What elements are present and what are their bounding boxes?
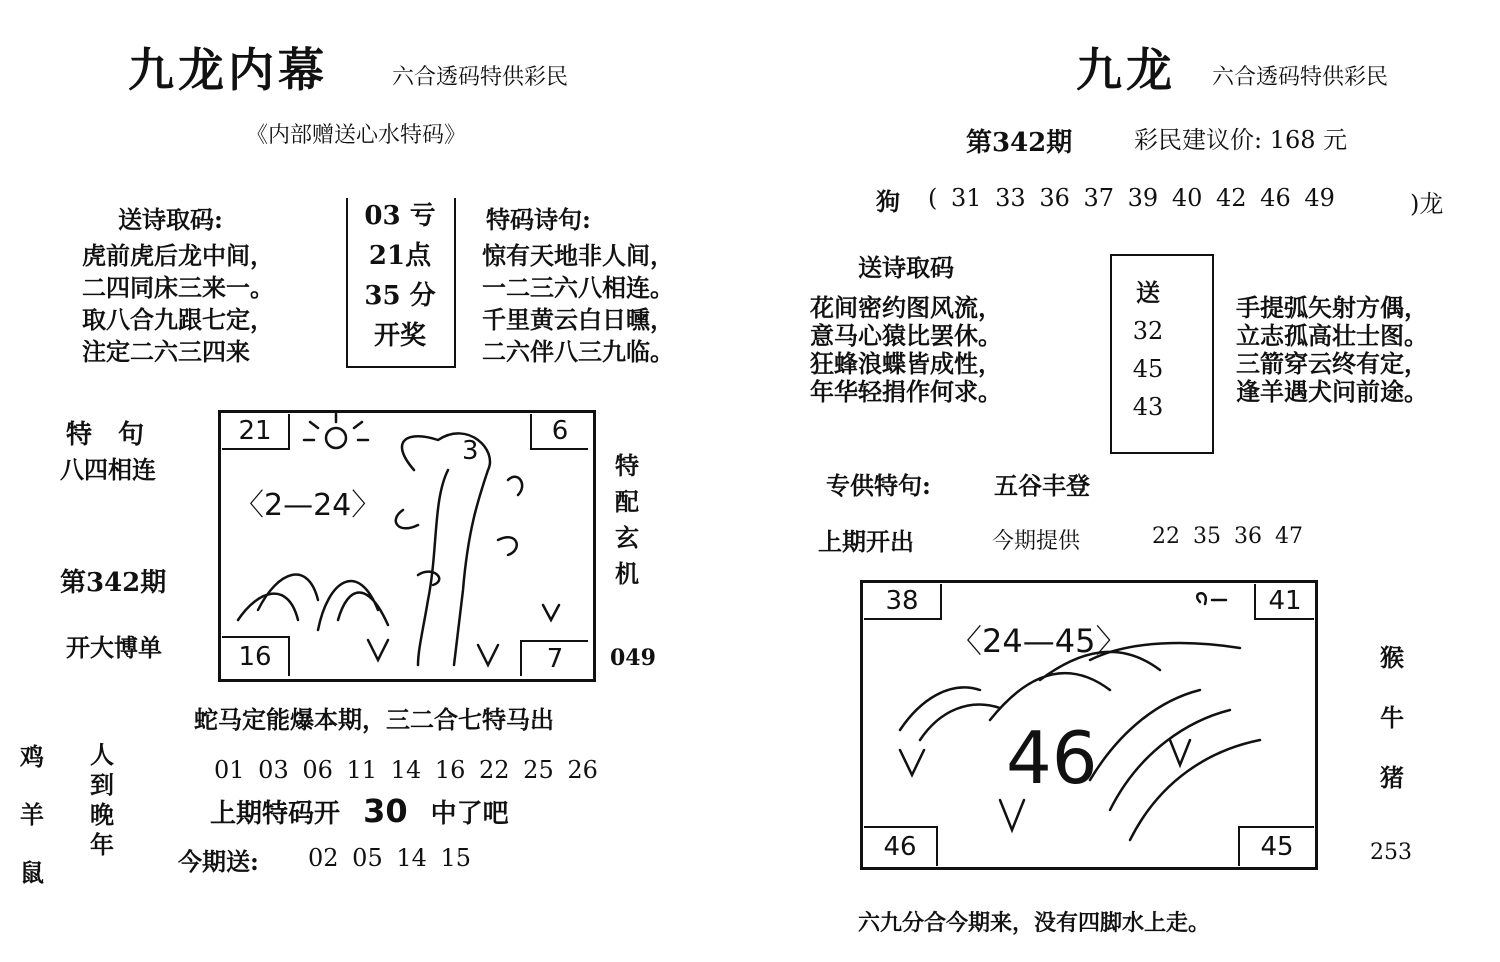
send-number: 43 <box>1132 393 1164 421</box>
time-line: 21点 <box>368 241 432 271</box>
left-quote: 《内部赠送心水特码》 <box>246 123 467 148</box>
time-line: 35 分 <box>364 281 436 311</box>
zodiac-char: 猴 <box>1380 643 1404 672</box>
corner-bottom-right: 45 <box>1238 826 1314 866</box>
zodiac-char: 羊 <box>20 800 44 829</box>
side-zodiac-column <box>1380 628 1404 808</box>
range-note: 〈2—24〉 <box>234 488 382 523</box>
zodiac-char: 猪 <box>1380 763 1404 792</box>
right-title: 九龙 <box>1076 43 1176 97</box>
poem-line: 逢羊遇犬问前途。 <box>1236 377 1428 406</box>
time-box-right-rule <box>454 198 456 368</box>
send-number: 32 <box>1132 317 1164 345</box>
last-special-prefix: 上期特码开 <box>210 799 341 829</box>
zodiac-char: 鸡 <box>20 742 44 771</box>
special-phrase-right: 五谷丰登 <box>994 471 1090 500</box>
vertical-char: 配 <box>615 487 639 516</box>
poem-line: 立志孤高壮士图。 <box>1236 321 1428 350</box>
time-column <box>352 196 448 356</box>
time-line: 开奖 <box>373 321 426 351</box>
right-poem-right <box>1236 294 1428 406</box>
range-note-right: 〈24—45〉 <box>950 622 1128 660</box>
left-subtitle: 六合透码特供彩民 <box>392 65 569 90</box>
snake-line: 蛇马定能爆本期，三二合七特马出 <box>194 705 554 734</box>
poem-line: 花间密约图风流， <box>810 293 1002 322</box>
person-char: 到 <box>90 770 114 799</box>
corner-bottom-left: 46 <box>864 826 938 866</box>
corner-top-right: 6 <box>530 414 588 450</box>
special-poem-header: 特码诗句: <box>486 205 591 234</box>
big-number: 46 <box>1006 716 1098 800</box>
poem-line: 注定二六三四来 <box>82 337 250 366</box>
right-sketch-drawing <box>860 580 1312 864</box>
corner-top-left: 38 <box>864 584 942 620</box>
special-label: 专供特句: <box>826 471 931 500</box>
poem-line: 取八合九跟七定， <box>82 305 274 334</box>
today-label: 今期送: <box>178 847 259 876</box>
special-phrase-label: 特 句 <box>66 420 145 450</box>
poem-line: 虎前虎后龙中间， <box>82 241 274 270</box>
person-column <box>90 740 114 860</box>
poem-line: 三箭穿云终有定， <box>1236 349 1428 378</box>
bottom-line: 六九分合今期来，没有四脚水上走。 <box>858 910 1211 936</box>
last-label: 上期开出 <box>818 527 914 556</box>
right-poem-header: 送诗取码 <box>858 253 954 282</box>
poem-line: 二六伴八三九临。 <box>482 337 674 366</box>
send-number: 45 <box>1132 355 1164 383</box>
today-numbers: 02 05 14 15 <box>308 844 472 872</box>
left-sketch-drawing <box>218 410 590 676</box>
person-char: 人 <box>90 740 114 769</box>
corner-bottom-left: 16 <box>222 636 290 676</box>
corner-bottom-right: 7 <box>520 640 588 676</box>
left-title: 九龙内幕 <box>128 43 328 97</box>
zodiac-column <box>20 728 44 902</box>
send-column <box>1116 274 1180 426</box>
zodiac-char: 牛 <box>1380 703 1404 732</box>
dog-numbers: ( 31 33 36 37 39 40 42 46 49 <box>928 184 1335 212</box>
dog-label: 狗 <box>876 187 900 216</box>
person-char: 晚 <box>90 800 114 829</box>
dragon-label: )龙 <box>1410 190 1444 218</box>
time-line: 03 亏 <box>364 201 436 231</box>
provide-label: 今期提供 <box>992 529 1081 554</box>
number-list: 01 03 06 11 14 16 22 25 26 <box>214 756 598 784</box>
poem-line: 千里黄云白日曛， <box>482 305 674 334</box>
last-special <box>210 792 509 830</box>
last-special-suffix: 中了吧 <box>430 799 509 829</box>
right-vertical-text <box>612 448 642 592</box>
left-poem <box>82 240 274 368</box>
corner-top-right: 41 <box>1254 584 1314 620</box>
provide-numbers: 22 35 36 47 <box>1152 524 1303 549</box>
special-phrase: 八四相连 <box>60 455 156 484</box>
time-box-bottom-rule <box>346 366 454 368</box>
special-poem <box>482 240 674 368</box>
poem-line: 手提弧矢射方偶， <box>1236 293 1428 322</box>
left-issue: 第342期 <box>60 568 167 598</box>
last-special-number: 30 <box>363 792 408 830</box>
right-issue: 第342期 <box>966 128 1073 158</box>
left-poem-header: 送诗取码: <box>118 205 223 234</box>
poem-line: 年华轻捐作何求。 <box>810 377 1002 406</box>
poem-line: 狂蜂浪蝶皆成性， <box>810 349 1002 378</box>
right-poem-left <box>810 294 1002 406</box>
vertical-char: 机 <box>615 559 639 588</box>
poem-line: 一二三六八相连。 <box>482 273 674 302</box>
poem-line: 意马心猿比罢休。 <box>810 321 1002 350</box>
side-code: 253 <box>1370 840 1412 865</box>
right-code: 049 <box>610 645 656 671</box>
poem-line: 惊有天地非人间， <box>482 241 674 270</box>
bet-label: 开大博单 <box>66 633 162 662</box>
vertical-char: 特 <box>615 451 639 480</box>
right-subtitle: 六合透码特供彩民 <box>1212 65 1389 90</box>
price: 彩民建议价: 168 元 <box>1134 126 1348 154</box>
poem-line: 二四同床三来一。 <box>82 273 274 302</box>
person-char: 年 <box>90 830 114 859</box>
zodiac-char: 鼠 <box>20 858 44 887</box>
send-char: 送 <box>1136 278 1160 307</box>
picture-mark: 3 <box>462 436 479 466</box>
corner-top-left: 21 <box>222 414 290 450</box>
vertical-char: 玄 <box>615 523 639 552</box>
